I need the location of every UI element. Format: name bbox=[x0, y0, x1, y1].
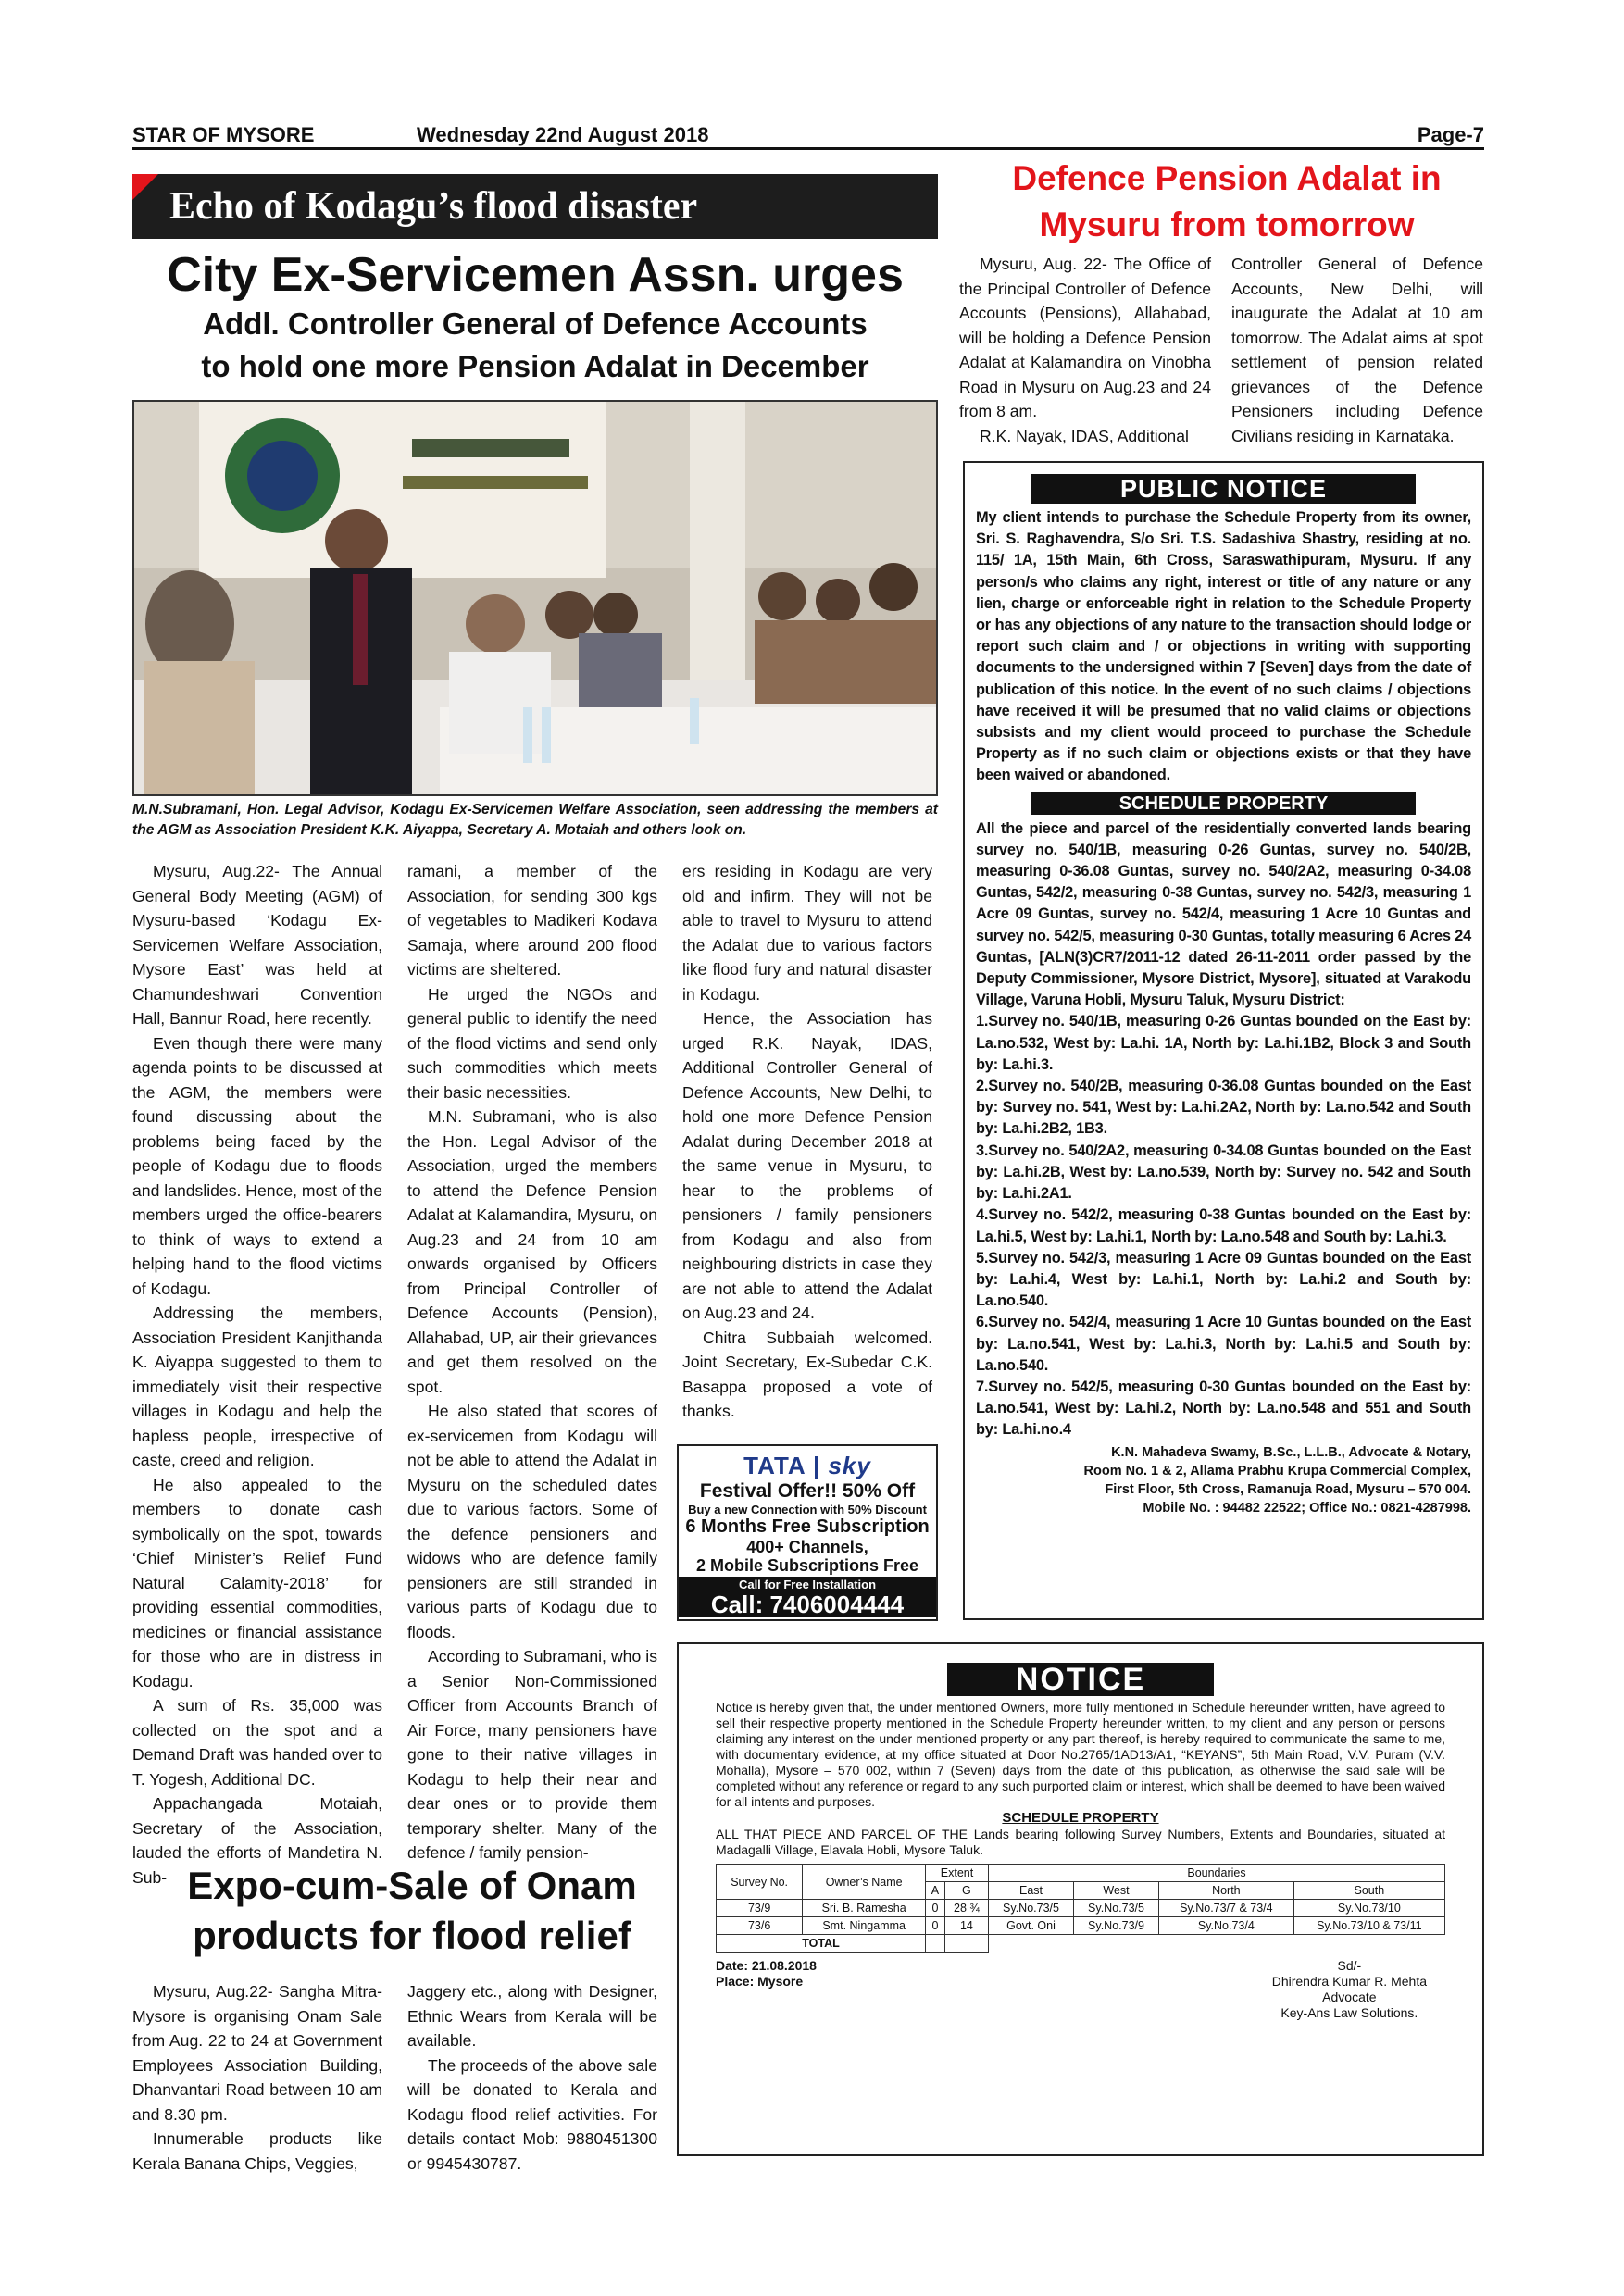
paragraph: The proceeds of the above sale will be donated to Kerala and Kodagu flood relief activities. For details contact Mob: 9880451300 or 9945430787. bbox=[407, 2055, 657, 2173]
article-column-1 bbox=[132, 859, 382, 1890]
cell-west: Sy.No.73/9 bbox=[1074, 1917, 1159, 1935]
header-rule bbox=[132, 147, 1484, 150]
cell-west: Sy.No.73/5 bbox=[1074, 1900, 1159, 1917]
paragraph: Appachangada Motaiah, Secretary of the Association, lauded the efforts of Mandetira N. Sub- bbox=[132, 1794, 382, 1887]
paragraph: ers residing in Kodagu are very old and infirm. They will not be able to travel to Mysuru to attend the Adalat due to various factors like flood fury and natural disaster in Kodagu. bbox=[682, 862, 932, 1004]
paragraph: ramani, a member of the Association, for sending 300 kgs of vegetables to Madikeri Kodava Samaja, where around 200 flood victims are sheltered. bbox=[407, 862, 657, 979]
expo-column-2 bbox=[407, 1979, 657, 2176]
cell-survey: 73/9 bbox=[717, 1900, 803, 1917]
cell-a: 0 bbox=[926, 1917, 945, 1935]
paragraph: Innumerable products like Kerala Banana Chips, Veggies, bbox=[132, 2129, 382, 2173]
header-east: East bbox=[988, 1882, 1073, 1900]
cell-total: TOTAL bbox=[717, 1935, 926, 1953]
signature-name: Dhirendra Kumar R. Mehta bbox=[1271, 1974, 1427, 1989]
header-a: A bbox=[926, 1882, 945, 1900]
main-subhead-2: to hold one more Pension Adalat in December bbox=[201, 349, 869, 383]
header-survey: Survey No. bbox=[717, 1865, 803, 1900]
table-row bbox=[717, 1900, 1445, 1917]
ad-line-2: 6 Months Free Subscription bbox=[685, 1516, 930, 1537]
schedule-items bbox=[976, 1011, 1471, 1441]
header-south: South bbox=[1293, 1882, 1444, 1900]
signature-firm: Key-Ans Law Solutions. bbox=[1280, 2005, 1418, 2020]
paragraph: He also appealed to the members to donate cash symbolically on the spot, towards ‘Chief Minister’s Relief Fund Natural Calamity-2018’ for providing essential commodities, medicines or financial assistance for those who are in distress in Kodagu. bbox=[132, 1475, 382, 1691]
article-column-2 bbox=[407, 859, 657, 1866]
tata-sky-ad bbox=[677, 1444, 938, 1621]
table-header-row bbox=[717, 1865, 1445, 1882]
notice-schedule-title: SCHEDULE PROPERTY bbox=[1002, 1810, 1159, 1826]
signature-title: Advocate bbox=[1322, 1990, 1377, 2004]
header-north: North bbox=[1159, 1882, 1294, 1900]
public-notice-box bbox=[963, 461, 1484, 1620]
agm-photo bbox=[132, 400, 938, 796]
public-notice-body: My client intends to purchase the Schedule Property from its owner, Sri. S. Raghavendra, S/o Sri. T.S. Sadashiva Shastry, residing at no. 115/ 1A, 15th Main, 6th Cross, Saraswathipuram, Mysuru. If any person/s who claims any right, interest or title of any nature or any lien, charge or enforceable right in relation to the Schedule Property or has any objections of any nature to the transaction should lodge or report such claim and / or objections in writing with supporting documents to the undersigned within 7 [Seven] days from the date of publication of this notice. In the event of no such claims / objections have received it will be presumed that no valid claims or objections subsists and my client would proceed to purchase the Schedule Property as if no such claim or objections exists or that they have been waived or abandoned. bbox=[976, 509, 1471, 784]
ad-logo: TATA | sky bbox=[743, 1452, 871, 1479]
paragraph: Even though there were many agenda points to be discussed at the AGM, the members were found discussing about the problems being faced by the people of Kodagu due to floods and landslides. Hence, most of the members urged the office-bearers to think of ways to extend a helping hand to the flood victims of Kodagu. bbox=[132, 1033, 382, 1298]
signature-line: First Floor, 5th Cross, Ramanuja Road, Mysuru – 570 004. bbox=[1105, 1481, 1471, 1497]
section-band bbox=[132, 174, 938, 239]
table-row bbox=[717, 1917, 1445, 1935]
paragraph: Chitra Subbaiah welcomed. Joint Secretary, Ex-Subedar C.K. Basappa proposed a vote of thanks. bbox=[682, 1328, 932, 1420]
schedule-item: 1.Survey no. 540/1B, measuring 0-26 Guntas bounded on the East by: La.no.532, West by: La.hi. 1A, North by: La.hi.1B2, Block 3 and South by: La.hi.3. bbox=[976, 1013, 1471, 1073]
ad-offer: Festival Offer!! 50% Off bbox=[699, 1480, 916, 1502]
schedule-item: 4.Survey no. 542/2, measuring 0-38 Guntas bounded on the East by: La.hi.5, West by: La.hi.1, North by: La.no.548 and South by: La.hi.3. bbox=[976, 1206, 1471, 1245]
notice-title: NOTICE bbox=[947, 1663, 1214, 1696]
main-subhead-1: Addl. Controller General of Defence Accounts bbox=[203, 306, 868, 341]
schedule-table bbox=[716, 1864, 1445, 1953]
cell-survey: 73/6 bbox=[717, 1917, 803, 1935]
schedule-property-title: SCHEDULE PROPERTY bbox=[1031, 792, 1416, 815]
paragraph: Mysuru, Aug.22- The Annual General Body Meeting (AGM) of Mysuru-based ‘Kodagu Ex-Servicemen Welfare Association, Mysore East’ was held at Chamundeshwari Convention Hall, Bannur Road, here recently. bbox=[132, 862, 382, 1028]
notice-schedule-intro: ALL THAT PIECE AND PARCEL OF THE Lands bearing following Survey Numbers, Extents and Boundaries, situated at Madagalli Village, Elavala Hobli, Mysore Taluk. bbox=[716, 1827, 1445, 1857]
schedule-item: 6.Survey no. 542/4, measuring 1 Acre 10 Guntas bounded on the East by: La.no.541, West by: La.hi.3, North by: La.hi.5 and South by: La.no.540. bbox=[976, 1314, 1471, 1374]
pension-headline bbox=[963, 156, 1491, 248]
ad-line-4: 2 Mobile Subscriptions Free bbox=[695, 1556, 919, 1575]
pension-headline-2: Mysuru from tomorrow bbox=[1039, 206, 1415, 243]
band-title: Echo of Kodagu’s flood disaster bbox=[169, 185, 698, 228]
notice-place: Place: Mysore bbox=[716, 1974, 804, 1989]
header-boundaries: Boundaries bbox=[988, 1865, 1444, 1882]
article-column-3 bbox=[682, 859, 932, 1424]
notice-signature bbox=[1272, 1958, 1445, 2021]
notice-date-place bbox=[716, 1958, 817, 2021]
schedule-item: 7.Survey no. 542/5, measuring 0-30 Guntas bounded on the East by: La.no.541, West by: La.hi.2, North by: La.no.548 and 551 and South by: La.hi.no.4 bbox=[976, 1378, 1471, 1439]
pension-column-2 bbox=[1231, 252, 1483, 448]
ad-line-5: Call for Free Installation bbox=[738, 1578, 877, 1591]
paragraph: Addressing the members, Association President Kanjithanda K. Aiyappa suggested to them to immediately visit their respective villages in Kodagu and help the hapless people, irrespective of caste, creed and religion. bbox=[132, 1304, 382, 1469]
signature-sd: Sd/- bbox=[1337, 1958, 1362, 1973]
paper-name: STAR OF MYSORE bbox=[132, 123, 315, 146]
ad-line-3: 400+ Channels, bbox=[746, 1538, 868, 1556]
header-owner: Owner’s Name bbox=[803, 1865, 926, 1900]
paragraph: Mysuru, Aug. 22- The Office of the Principal Controller of Defence Accounts (Pensions), Allahabad, will be holding a Defence Pension Adalat at Kalamandira on Vinobha Road in Mysuru on Aug.23 and 24 from 8 am. bbox=[959, 255, 1211, 420]
notice-date: Date: 21.08.2018 bbox=[716, 1958, 817, 1973]
issue-date: Wednesday 22nd August 2018 bbox=[417, 123, 709, 146]
header-g: G bbox=[944, 1882, 988, 1900]
pension-headline-1: Defence Pension Adalat in bbox=[1012, 159, 1442, 197]
page-number: Page-7 bbox=[1417, 123, 1484, 146]
cell-owner: Smt. Ningamma bbox=[803, 1917, 926, 1935]
cell-empty bbox=[926, 1935, 945, 1953]
cell-g: 14 bbox=[944, 1917, 988, 1935]
paragraph: He also stated that scores of ex-servicemen from Kodagu will not be able to attend the Adalat in Mysuru on the scheduled dates due to various factors. Some of the defence pensioners and widows who are defence family pensioners are still stranded in various parts of Kodagu due to floods. bbox=[407, 1402, 657, 1641]
paragraph: A sum of Rs. 35,000 was collected on the spot and a Demand Draft was handed over to T. Yogesh, Additional DC. bbox=[132, 1696, 382, 1789]
schedule-item: 3.Survey no. 540/2A2, measuring 0-34.08 Guntas bounded on the East by: La.hi.2B, West by: La.no.539, North by: Survey no. 542 and South by: La.hi.2A1. bbox=[976, 1142, 1471, 1203]
paragraph: Controller General of Defence Accounts, New Delhi, will inaugurate the Adalat at 10 am tomorrow. The Adalat aims at spot settlement of pension related grievances of the Defence Pensioners including Defence Civilians residing in Karnataka. bbox=[1231, 255, 1483, 445]
notice-body: Notice is hereby given that, the under mentioned Owners, more fully mentioned in Schedule hereunder written, have agreed to sell their respective property mentioned in the Schedule Property hereunder written, to my client and any person or persons claiming any interest on the under mentioned property or any part thereof, is hereby required to communicate the same to me, with documentary evidence, at my office situated at Door No.2765/1AD13/A1, “KEYANS”, 5th Main Road, V.V. Puram (V.V. Mohalla), Mysore – 570 002, within 7 (Seven) days from the date of this publication, as otherwise the said sale will be completed without any reference or regard to any such purported claim or interest, which shall be deemed to have been waived for all intents and purposes. bbox=[716, 1700, 1445, 1809]
ad-brand-1: TATA bbox=[743, 1452, 806, 1479]
cell-east: Govt. Oni bbox=[988, 1917, 1073, 1935]
cell-owner: Sri. B. Ramesha bbox=[803, 1900, 926, 1917]
cell-east: Sy.No.73/5 bbox=[988, 1900, 1073, 1917]
red-corner-mark bbox=[132, 174, 158, 200]
paragraph: Hence, the Association has urged R.K. Nayak, IDAS, Additional Controller General of Defence Accounts, New Delhi, to hold one more Defence Pension Adalat during December 2018 at the same venue in Mysuru, to hear to the problems of pensioners / family pensioners from Kodagu and also from neighbouring districts in case they are not able to attend the Adalat on Aug.23 and 24. bbox=[682, 1009, 932, 1322]
cell-south: Sy.No.73/10 & 73/11 bbox=[1293, 1917, 1444, 1935]
header-west: West bbox=[1074, 1882, 1159, 1900]
signature-line: Mobile No. : 94482 22522; Office No.: 0821-4287998. bbox=[1143, 1500, 1471, 1516]
paragraph: Jaggery etc., along with Designer, Ethnic Wears from Kerala will be available. bbox=[407, 1982, 657, 2050]
pension-column-1 bbox=[959, 252, 1211, 448]
signature-line: Room No. 1 & 2, Allama Prabhu Krupa Commercial Complex, bbox=[1083, 1463, 1471, 1479]
paragraph: Mysuru, Aug.22- Sangha Mitra-Mysore is organising Onam Sale from Aug. 22 to 24 at Government Employees Association Building, Dhanvantari Road between 10 am and 8.30 pm. bbox=[132, 1982, 382, 2124]
ad-brand-2: sky bbox=[828, 1452, 871, 1479]
paragraph: He urged the NGOs and general public to identify the need of the flood victims and send only such commodities which meets their basic necessities. bbox=[407, 984, 657, 1102]
cell-north: Sy.No.73/7 & 73/4 bbox=[1159, 1900, 1294, 1917]
public-notice-signature bbox=[976, 1443, 1471, 1517]
cell-a: 0 bbox=[926, 1900, 945, 1917]
paragraph: M.N. Subramani, who is also the Hon. Legal Advisor of the Association, urged the members to attend the Defence Pension Adalat at Kalamandira, Mysuru, on Aug.23 and 24 from 10 am onwards organised by Officers from Principal Controller of Defence Accounts (Pension), Allahabad, UP, air their grievances and get them resolved on the spot. bbox=[407, 1107, 657, 1396]
cell-north: Sy.No.73/4 bbox=[1159, 1917, 1294, 1935]
main-headline: City Ex-Servicemen Assn. urges bbox=[167, 248, 904, 302]
paragraph: R.K. Nayak, IDAS, Additional bbox=[980, 426, 1189, 445]
photo-caption: M.N.Subramani, Hon. Legal Advisor, Kodagu Ex-Servicemen Welfare Association, seen addressing the members at the AGM as Association President K.K. Aiyappa, Secretary A. Motaiah and others look on. bbox=[132, 802, 938, 838]
table-total-row bbox=[717, 1935, 1445, 1953]
paragraph: According to Subramani, who is a Senior Non-Commissioned Officer from Accounts Branch of Air Force, many pensioners have gone to their native villages in Kodagu to help their near and dear ones or to provide them temporary shelter. Many of the defence / family pension- bbox=[407, 1647, 657, 1862]
expo-headline bbox=[139, 1861, 685, 1961]
notice-box bbox=[677, 1642, 1484, 2156]
cell-empty bbox=[988, 1935, 1444, 1953]
cell-empty bbox=[944, 1935, 988, 1953]
schedule-item: 5.Survey no. 542/3, measuring 1 Acre 09 Guntas bounded on the East by: La.hi.4, West by: La.hi.1, North by: La.hi.2 and South by: La.no.540. bbox=[976, 1249, 1471, 1310]
signature-line: K.N. Mahadeva Swamy, B.Sc., L.L.B., Advocate & Notary, bbox=[1111, 1444, 1471, 1460]
ad-line-1: Buy a new Connection with 50% Discount bbox=[688, 1503, 927, 1516]
cell-g: 28 ¾ bbox=[944, 1900, 988, 1917]
ad-phone: Call: 7406004444 bbox=[710, 1591, 905, 1618]
expo-headline-1: Expo-cum-Sale of Onam bbox=[187, 1864, 637, 1907]
expo-headline-2: products for flood relief bbox=[193, 1914, 631, 1957]
schedule-intro: All the piece and parcel of the residentially converted lands bearing survey no. 540/1B, measuring 0-26 Guntas, survey no. 540/2B, measuring 0-36.08 Guntas, survey no. 540/2A2, measuring 0-34.08 Guntas, 542/2, measuring 0-38 Guntas, survey no. 542/3, measuring 1 Acre 09 Guntas, survey no. 542/4, measuring 1 Acre 10 Guntas and survey no. 542/5, measuring 0-30 Guntas, totally measuring 6 Acres 24 Guntas, [ALN(3)CR7/2011-12 dated 26-11-2011 order passed by the Deputy Commissioner, Mysore District, Mysore], situated at Varakodu Village, Varuna Hobli, Mysuru Taluk, Mysuru District: bbox=[976, 819, 1471, 1009]
schedule-item: 2.Survey no. 540/2B, measuring 0-36.08 Guntas bounded on the East by: Survey no. 541, West by: La.hi.2A2, North by: La.no.542 and South by: La.hi.2B2, 1B3. bbox=[976, 1078, 1471, 1138]
public-notice-title: PUBLIC NOTICE bbox=[1031, 474, 1416, 504]
header-extent: Extent bbox=[926, 1865, 989, 1882]
expo-column-1 bbox=[132, 1979, 382, 2176]
cell-south: Sy.No.73/10 bbox=[1293, 1900, 1444, 1917]
